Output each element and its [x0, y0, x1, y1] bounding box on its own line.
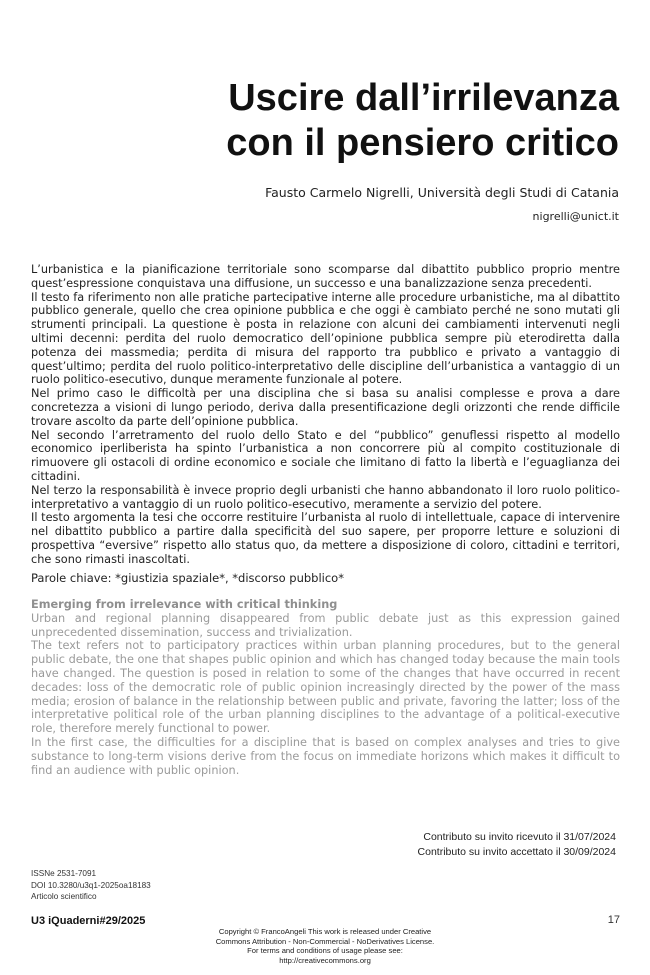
abstract-it-paragraph: Nel primo caso le difficoltà per una disciplina che si basa su analisi complesse e prova a dare concretezza a visioni di lungo periodo, deriva dalla presentificazione degli orizzonti che rende difficile trovare ascolto da parte dell’opinione pubblica. [31, 387, 620, 428]
article-meta [31, 868, 151, 903]
issn: ISSNe 2531-7091 [31, 869, 97, 878]
author-affiliation: Fausto Carmelo Nigrelli, Università degli Studi di Catania [265, 185, 619, 200]
article-title-line-2: con il pensiero critico [226, 122, 619, 164]
article-title-line-1: Uscire dall’irrilevanza [228, 77, 619, 119]
abstract-it-paragraph: Nel secondo l’arretramento del ruolo dello Stato e del “pubblico” genuflessi rispetto al modello economico iperliberista ha spinto l’urbanistica a non concorrere più al compito costituzionale di rimuovere gli ostacoli di ordine economico e sociale che limitano di fatto la libertà e l’eguaglianza dei cittadini. [31, 428, 620, 483]
page-number: 17 [607, 914, 620, 926]
abstract-en-paragraph: The text refers not to participatory practices within urban planning procedures, but to the general public debate, the one that shapes public opinion and which has changed today because the main tools have changed. The question is posed in relation to some of the changes that have occurred in recent decades: loss of the democratic role of public opinion increasingly directed by the power of the mass media; erosion of balance in the relationship between public and private, favoring the latter; loss of the interpretative political role of the urban planning disciplines to the advantage of a political-executive role, therefore merely functional to power. [31, 639, 620, 736]
abstract-it-paragraph: Il testo fa riferimento non alle pratiche partecipative interne alle procedure urbanistiche, ma al dibattito pubblico generale, quello che crea opinione pubblica e che oggi è cambiato perché ne sono mutati gli strumenti principali. La questione è posta in relazione con alcuni dei cambiamenti intervenuti negli ultimi decenni: perdita del ruolo democratico dell’opinione pubblica sempre più eterodiretta dalla potenza dei massmedia; perdita di misura del rapporto tra pubblico e privato a vantaggio di quest’ultimo; perdita del ruolo politico-interpretativo delle discipline dell’urbanistica a vantaggio di un ruolo politico-esecutivo, dunque meramente funzionale al potere. [31, 290, 620, 387]
abstract-en-paragraph: Urban and regional planning disappeared from public debate just as this expression gained unprecedented dissemination, success and trivialization. [31, 611, 620, 639]
journal-issue: U3 iQuaderni#29/2025 [31, 915, 146, 927]
author-email: nigrelli@unict.it [532, 210, 619, 223]
abstract-english [31, 598, 620, 777]
copyright-notice [0, 927, 650, 965]
doi: DOI 10.3280/u3q1-2025oa18183 [31, 880, 151, 890]
accepted-date: Contributo su invito accettato il 30/09/2024 [417, 846, 616, 858]
copyright-line: For terms and conditions of usage please see: [247, 946, 403, 956]
received-date: Contributo su invito ricevuto il 31/07/2024 [423, 831, 616, 843]
article-title [59, 76, 619, 166]
copyright-line: Copyright © FrancoAngeli This work is released under Creative [218, 927, 432, 936]
abstract-it-paragraph: Il testo argomenta la tesi che occorre restituire l’urbanista al ruolo di intellettuale, capace di intervenire nel dibattito pubblico a partire dalla specificità del suo sapere, per proporre letture e soluzioni di prospettiva “eversive” rispetto allo status quo, da mettere a disposizione di coloro, cittadini e territori, che sono rimasti inascoltati. [31, 511, 620, 566]
copyright-link: http://creativecommons.org [279, 955, 371, 965]
copyright-line: Commons Attribution - Non-Commercial - NoDerivatives License. [215, 936, 435, 946]
keywords: Parole chiave: *giustizia spaziale*, *discorso pubblico* [31, 571, 344, 585]
abstract-it-paragraph: Nel terzo la responsabilità è invece proprio degli urbanisti che hanno abbandonato il loro ruolo politico-interpretativo a vantaggio di un ruolo politico-esecutivo, meramente a servizio del potere. [31, 483, 620, 511]
article-type: Articolo scientifico [31, 892, 97, 901]
abstract-en-paragraph: In the first case, the difficulties for a discipline that is based on complex analyses and tries to give substance to long-term visions derive from the focus on immediate horizons which makes it difficult to find an audience with public opinion. [31, 735, 620, 777]
abstract-en-title: Emerging from irrelevance with critical thinking [31, 598, 338, 611]
abstract-italian [31, 263, 620, 567]
submission-dates [418, 830, 616, 860]
abstract-it-paragraph: L’urbanistica e la pianificazione territoriale sono scomparse dal dibattito pubblico proprio mentre quest’espressione conquistava una diffusione, un successo e una banalizzazione senza precedenti. [31, 263, 620, 290]
